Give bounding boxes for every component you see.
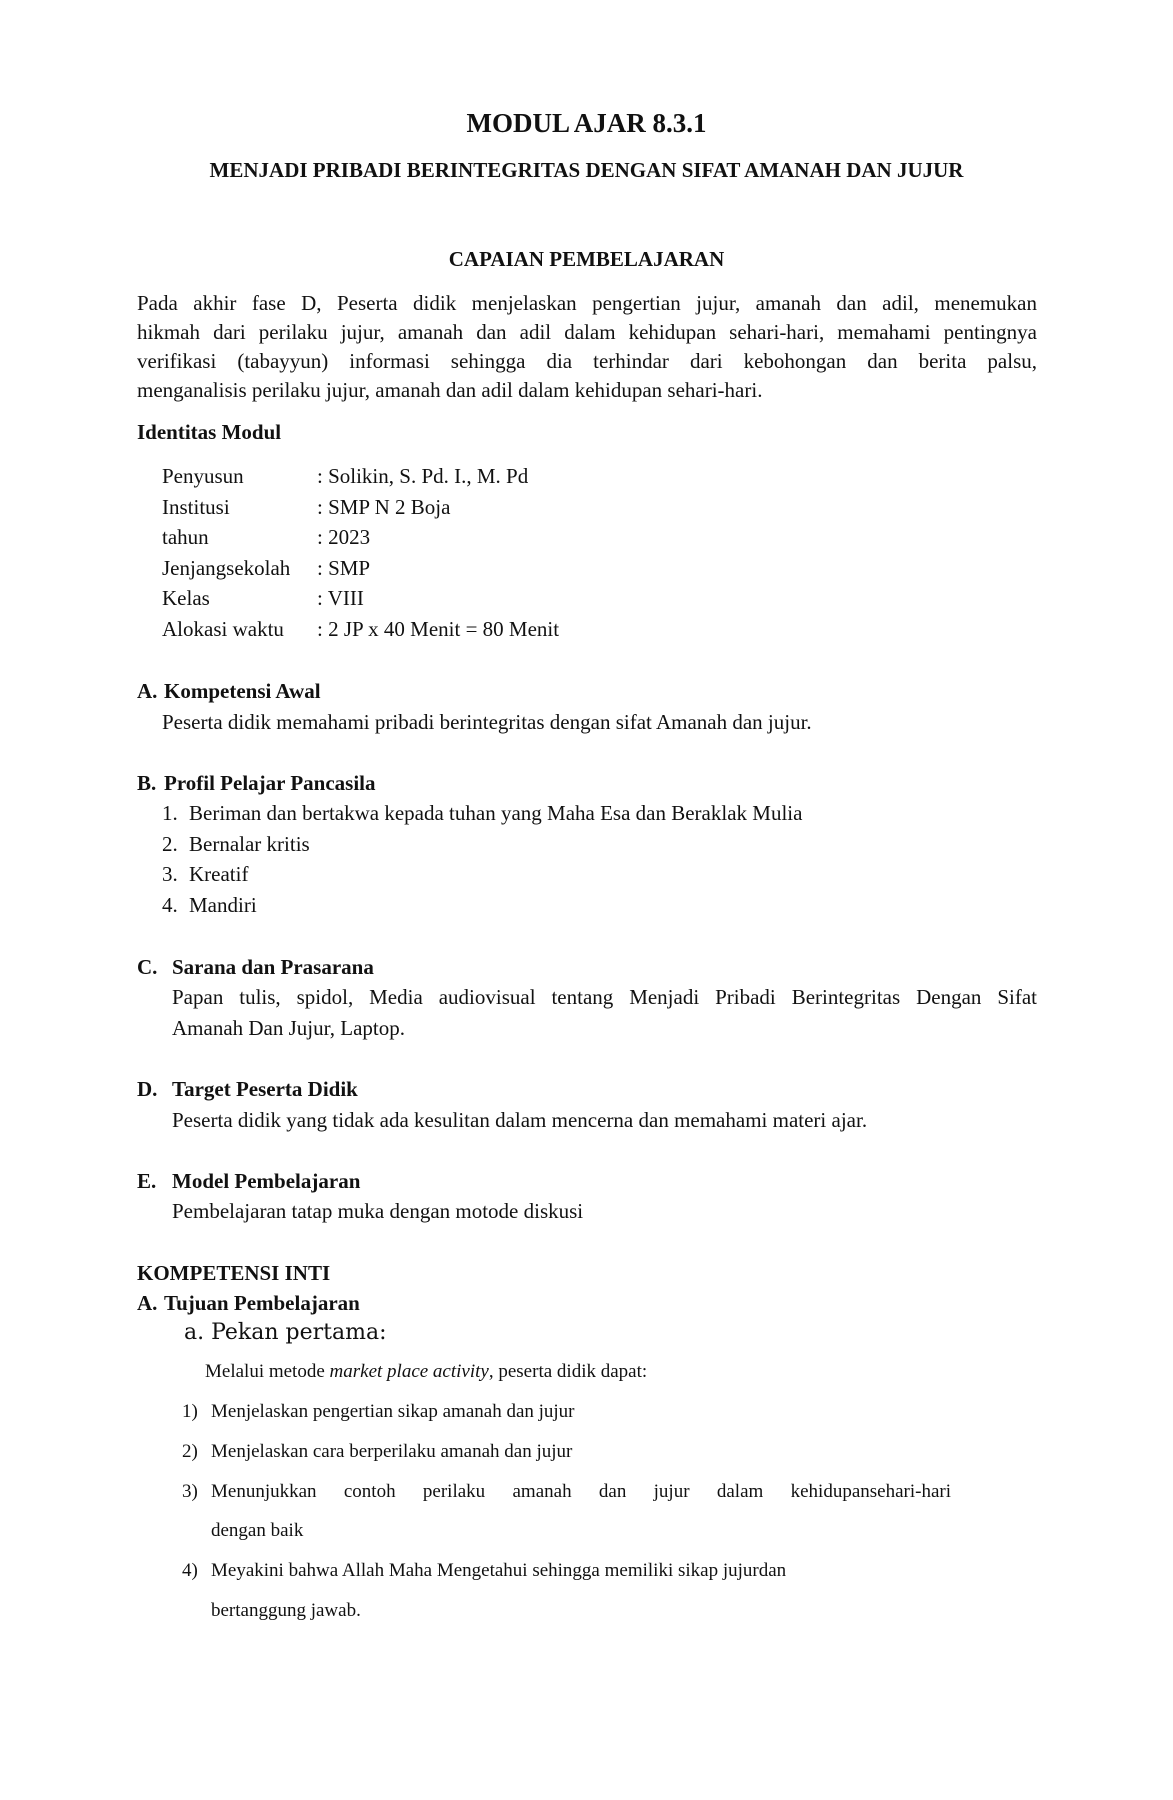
capaian-line: Pada akhir fase D, Peserta didik menjelaskan pengertian jujur, amanah dan adil, menemukan	[137, 291, 1037, 315]
identitas-value: : 2023	[317, 525, 371, 549]
list-item-continuation: dengan baik	[211, 1520, 304, 1541]
identitas-label: Penyusun	[162, 464, 244, 488]
list-item: Menunjukkan contoh perilaku amanah dan jujur dalam kehidupansehari-hari	[211, 1481, 951, 1502]
identitas-label: Alokasi waktu	[162, 617, 284, 641]
sarana-text-line: Amanah Dan Jujur, Laptop.	[172, 1016, 406, 1040]
pekan-label: a. Pekan pertama:	[184, 1320, 387, 1345]
list-item-number: 3.	[162, 862, 178, 886]
sarana-text-line: Papan tulis, spidol, Media audiovisual tentang Menjadi Pribadi Berintegritas Dengan Sifat	[172, 985, 1037, 1009]
identitas-label: Kelas	[162, 586, 210, 610]
section-letter: A.	[137, 679, 158, 703]
kompetensi-inti-heading: KOMPETENSI INTI	[137, 1261, 331, 1285]
list-item-number: 4.	[162, 893, 178, 917]
identitas-value: : SMP N 2 Boja	[317, 495, 451, 519]
section-title-sarana: Sarana dan Prasarana	[172, 955, 374, 979]
identitas-value: : 2 JP x 40 Menit = 80 Menit	[317, 617, 560, 641]
section-letter: E.	[137, 1169, 157, 1193]
capaian-paragraph	[137, 289, 1037, 405]
section-title-tujuan: Tujuan Pembelajaran	[164, 1291, 360, 1315]
page-subtitle: MENJADI PRIBADI BERINTEGRITAS DENGAN SIFAT AMANAH DAN JUJUR	[209, 158, 964, 182]
identitas-value: : VIII	[317, 586, 364, 610]
identitas-label: Jenjangsekolah	[162, 556, 291, 580]
intro-italic: market place activity	[329, 1361, 489, 1382]
list-item: Menjelaskan pengertian sikap amanah dan jujur	[211, 1401, 575, 1422]
list-item-number: 2)	[182, 1441, 198, 1462]
list-item: Meyakini bahwa Allah Maha Mengetahui sehingga memiliki sikap jujurdan	[211, 1560, 787, 1581]
list-item-number: 2.	[162, 832, 178, 856]
section-title-model: Model Pembelajaran	[172, 1169, 361, 1193]
identitas-value: : Solikin, S. Pd. I., M. Pd	[317, 464, 529, 488]
list-item-continuation: bertanggung jawab.	[211, 1600, 361, 1621]
identitas-label: tahun	[162, 525, 209, 549]
section-letter: C.	[137, 955, 158, 979]
section-letter: B.	[137, 771, 157, 795]
capaian-line: verifikasi (tabayyun) informasi sehingga dia terhindar dari kebohongan dan berita palsu,	[137, 349, 1037, 373]
list-item: Mandiri	[189, 893, 257, 917]
capaian-line: menganalisis perilaku jujur, amanah dan adil dalam kehidupan sehari-hari.	[137, 378, 763, 402]
list-item-number: 1)	[182, 1401, 198, 1422]
target-text: Peserta didik yang tidak ada kesulitan dalam mencerna dan memahami materi ajar.	[172, 1108, 868, 1132]
intro-text: , peserta didik dapat:	[488, 1361, 648, 1382]
section-title-profil-pelajar: Profil Pelajar Pancasila	[164, 771, 376, 795]
tujuan-intro	[205, 1361, 647, 1383]
section-letter: D.	[137, 1077, 158, 1101]
capaian-line: hikmah dari perilaku jujur, amanah dan adil dalam kehidupan sehari-hari, memahami pentingnya	[137, 320, 1037, 344]
list-item: Beriman dan bertakwa kepada tuhan yang Maha Esa dan Beraklak Mulia	[189, 801, 803, 825]
list-item: Kreatif	[189, 862, 249, 886]
identitas-value: : SMP	[317, 556, 371, 580]
capaian-heading: CAPAIAN PEMBELAJARAN	[448, 247, 725, 271]
list-item-number: 3)	[182, 1481, 198, 1502]
section-title-target: Target Peserta Didik	[172, 1077, 358, 1101]
list-item: Bernalar kritis	[189, 832, 310, 856]
list-item-number: 4)	[182, 1560, 198, 1581]
intro-text: Melalui metode	[205, 1361, 330, 1382]
section-letter: A.	[137, 1291, 158, 1315]
list-item: Menjelaskan cara berperilaku amanah dan jujur	[211, 1441, 573, 1462]
section-title-kompetensi-awal: Kompetensi Awal	[164, 679, 321, 703]
identitas-heading: Identitas Modul	[137, 420, 282, 444]
page-title: MODUL AJAR 8.3.1	[466, 108, 707, 138]
kompetensi-awal-text: Peserta didik memahami pribadi berintegritas dengan sifat Amanah dan jujur.	[162, 710, 812, 734]
model-text: Pembelajaran tatap muka dengan motode diskusi	[172, 1199, 584, 1223]
list-item-number: 1.	[162, 801, 178, 825]
identitas-label: Institusi	[162, 495, 230, 519]
